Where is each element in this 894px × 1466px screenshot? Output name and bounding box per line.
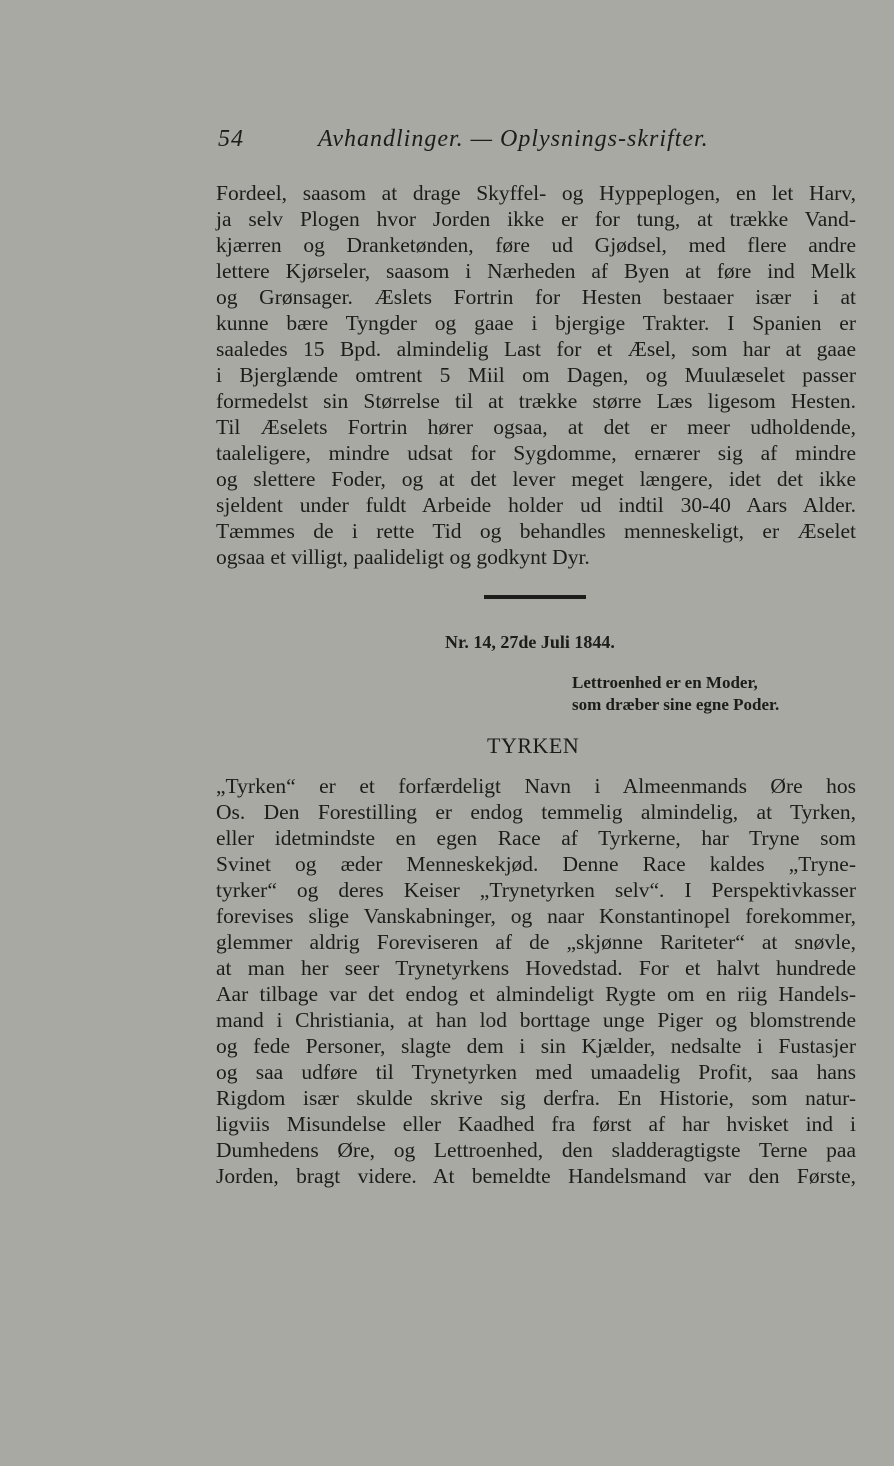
text-line: glemmer aldrig Foreviseren af de „skjønne Rariteter“ at snøvle, [216, 930, 856, 954]
text-line: taaleligere, mindre udsat for Sygdomme, ernærer sig af mindre [216, 441, 856, 465]
text-line: og fede Personer, slagte dem i sin Kjælder, nedsalte i Fustasjer [216, 1034, 856, 1058]
text-line: Tæmmes de i rette Tid og behandles menneskeligt, er Æselet [216, 519, 856, 543]
text-line: at man her seer Trynetyrkens Hovedstad. For et halvt hundrede [216, 956, 856, 980]
text-line: formedelst sin Størrelse til at trække større Læs ligesom Hesten. [216, 389, 856, 413]
text-line: ja selv Plogen hvor Jorden ikke er for tung, at trække Vand- [216, 207, 856, 231]
text-line: eller idetmindste en egen Race af Tyrkerne, har Tryne som [216, 826, 856, 850]
text-line: forevises slige Vanskabninger, og naar Konstantinopel forekommer, [216, 904, 856, 928]
text-line: kjærren og Dranketønden, føre ud Gjødsel, med flere andre [216, 233, 856, 257]
text-line: sjeldent under fuldt Arbeide holder ud indtil 30-40 Aars Alder. [216, 493, 856, 517]
text-line: og saa udføre til Trynetyrken med umaadelig Profit, saa hans [216, 1060, 856, 1084]
text-line: „Tyrken“ er et forfærdeligt Navn i Almeenmands Øre hos [216, 774, 856, 798]
text-line: i Bjerglænde omtrent 5 Miil om Dagen, og Muulæselet passer [216, 363, 856, 387]
text-line: ligviis Misundelse eller Kaadhed fra først af har hvisket ind i [216, 1112, 856, 1136]
text-line: tyrker“ og deres Keiser „Trynetyrken selv“. I Perspektivkasser [216, 878, 856, 902]
text-line: Svinet og æder Menneskekjød. Denne Race kaldes „Tryne- [216, 852, 856, 876]
text-line: kunne bære Tyngder og gaae i bjergige Trakter. I Spanien er [216, 311, 856, 335]
text-line: Fordeel, saasom at drage Skyffel- og Hyppeplogen, en let Harv, [216, 181, 856, 205]
text-line: og slettere Foder, og at det lever meget længere, idet det ikke [216, 467, 856, 491]
running-title: Avhandlinger. — Oplysnings-skrifter. [318, 126, 709, 152]
text-line: og Grønsager. Æslets Fortrin for Hesten bestaaer især i at [216, 285, 856, 309]
running-header [218, 126, 758, 162]
text-line: mand i Christiania, at han lod borttage unge Piger og blomstrende [216, 1008, 856, 1032]
text-line: Rigdom især skulde skrive sig derfra. En Historie, som natur- [216, 1086, 856, 1110]
section-divider [484, 595, 586, 599]
text-line: Jorden, bragt videre. At bemeldte Handelsmand var den Første, [216, 1164, 856, 1188]
text-line: ogsaa et villigt, paalideligt og godkynt Dyr. [216, 545, 590, 569]
article-title: TYRKEN [487, 733, 580, 758]
motto-line: som dræber sine egne Poder. [572, 695, 780, 714]
text-line: lettere Kjørseler, saasom i Nærheden af Byen at føre ind Melk [216, 259, 856, 283]
text-line: Os. Den Forestilling er endog temmelig almindelig, at Tyrken, [216, 800, 856, 824]
text-line: Til Æselets Fortrin hører ogsaa, at det er meer udholdende, [216, 415, 856, 439]
text-line: Aar tilbage var det endog et almindeligt Rygte om en riig Handels- [216, 982, 856, 1006]
text-line: Dumhedens Øre, og Lettroenhed, den sladderagtigste Terne paa [216, 1138, 856, 1162]
issue-dateline: Nr. 14, 27de Juli 1844. [445, 632, 615, 652]
motto-line: Lettroenhed er en Moder, [572, 673, 758, 692]
page-number: 54 [218, 126, 244, 152]
text-line: saaledes 15 Bpd. almindelig Last for et Æsel, som har at gaae [216, 337, 856, 361]
